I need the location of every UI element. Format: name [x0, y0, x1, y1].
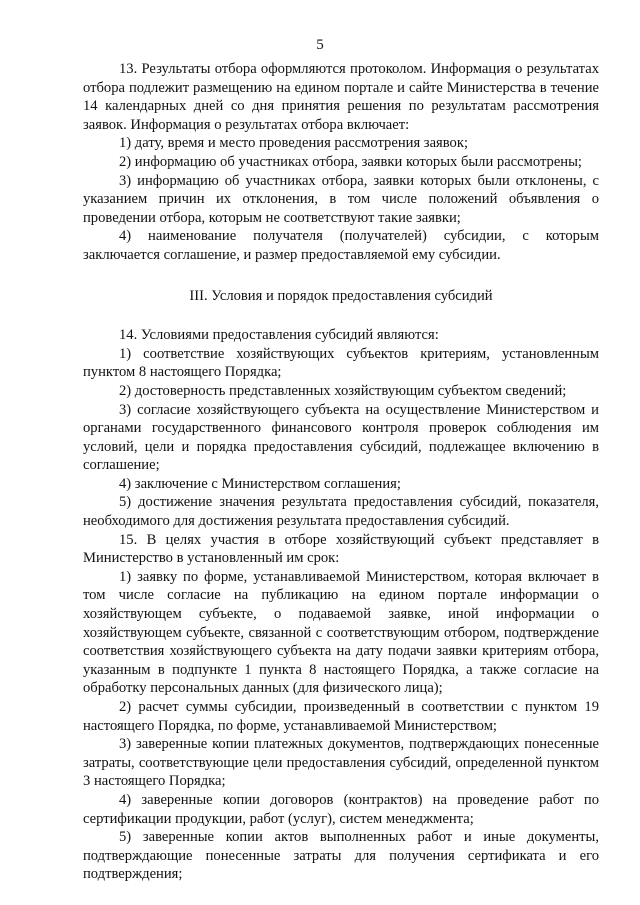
- paragraph-15-item-1: 1) заявку по форме, устанавливаемой Министерством, которая включает в том числе согласие на публикацию на едином портале информации о хозяйствующем субъекте, о подаваемой заявке, иной информации о хозяйствующем субъекте, связанной с соответствующим отбором, подтверждение соответствия хозяйствующего субъекта на дату подачи заявки критериям отбора, указанным в подпункте 1 пункта 8 настоящего Порядка, а также согласие на обработку персональных данных (для физического лица);: [83, 568, 599, 697]
- paragraph-15-item-3: 3) заверенные копии платежных документов, подтверждающих понесенные затраты, соответствующие цели предоставления субсидий, определенной пунктом 3 настоящего Порядка;: [83, 736, 599, 790]
- paragraph-13-item-3: 3) информацию об участниках отбора, заявки которых были отклонены, с указанием причин их отклонения, в том числе положений объявления о проведении отбора, которым не соответствуют такие заявки;: [83, 172, 599, 226]
- paragraph-15-item-4: 4) заверенные копии договоров (контрактов) на проведение работ по сертификации продукции, работ (услуг), систем менеджмента;: [83, 791, 599, 827]
- paragraph-14-item-2: 2) достоверность представленных хозяйствующим субъектом сведений;: [119, 382, 567, 399]
- document-body: [83, 60, 599, 884]
- paragraph-14-item-1: 1) соответствие хозяйствующих субъектов критериям, установленным пунктом 8 настоящего Порядка;: [83, 345, 599, 381]
- paragraph-13-item-4: 4) наименование получателя (получателей) субсидии, с которым заключается соглашение, и размер предоставляемой ему субсидии.: [83, 228, 599, 263]
- paragraph-14-item-5: 5) достижение значения результата предоставления субсидий, показателя, необходимого для достижения результата предоставления субсидий.: [83, 494, 599, 530]
- section-title: III. Условия и порядок предоставления субсидий: [189, 287, 493, 304]
- paragraph-15: 15. В целях участия в отборе хозяйствующий субъект представляет в Министерство в установленный им срок:: [83, 531, 599, 567]
- paragraph-14-item-4: 4) заключение с Министерством соглашения;: [119, 475, 401, 492]
- paragraph-15-item-2: 2) расчет суммы субсидии, произведенный в соответствии с пунктом 19 настоящего Порядка, по форме, устанавливаемой Министерством;: [83, 699, 599, 734]
- paragraph-13-item-2: 2) информацию об участниках отбора, заявки которых были рассмотрены;: [119, 153, 582, 170]
- paragraph-14-item-3: 3) согласие хозяйствующего субъекта на осуществление Министерством и органами государственного финансового контроля проверок соблюдения им условий, цели и порядка предоставления субсидий, подлежащее включению в соглашение;: [83, 401, 599, 474]
- page-number: 5: [316, 37, 324, 53]
- paragraph-15-item-5: 5) заверенные копии актов выполненных работ и иные документы, подтверждающие понесенные затраты для получения сертификата и его подтверждения;: [83, 829, 599, 883]
- paragraph-14: 14. Условиями предоставления субсидий являются:: [119, 327, 439, 344]
- paragraph-13: 13. Результаты отбора оформляются протоколом. Информация о результатах отбора подлежит размещению на едином портале и сайте Министерства в течение 14 календарных дней со дня принятия решения по результатам рассмотрения заявок. Информация о результатах отбора включает:: [83, 61, 599, 133]
- paragraph-13-item-1: 1) дату, время и место проведения рассмотрения заявок;: [119, 135, 468, 152]
